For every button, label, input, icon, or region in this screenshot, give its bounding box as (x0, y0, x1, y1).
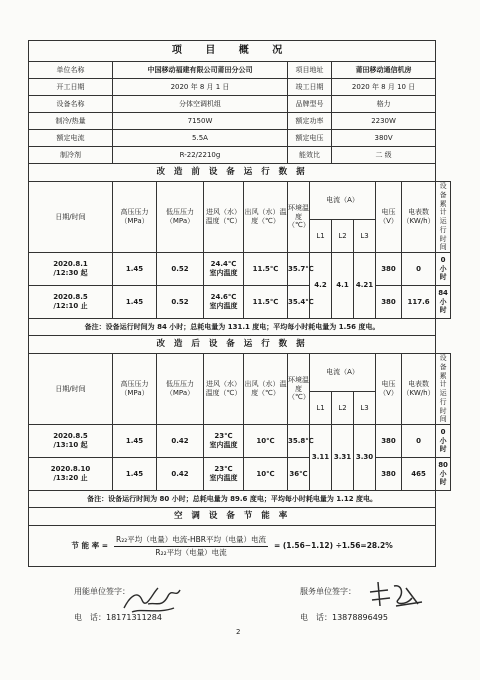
user-unit-phone: 电 话：18171311284 (74, 613, 162, 622)
formula-label: 节 能 率 = (71, 541, 109, 551)
voltage-cell: 380 (376, 286, 402, 319)
formula-denominator: R₂₂平均（电量）电流 (155, 547, 227, 557)
lp-cell: 0.52 (157, 286, 204, 319)
overview-row (29, 62, 451, 79)
date-cell (29, 458, 113, 491)
overview-value: 2020 年 8 月 10 日 (332, 79, 436, 96)
current-l1: 3.11 (310, 425, 332, 491)
handwritten-signature-service (366, 578, 426, 612)
overview-label: 能效比 (288, 147, 332, 164)
inlet-temp: 24.6℃ (210, 293, 237, 302)
overview-value: 380V (332, 130, 436, 147)
report-sheet (28, 40, 451, 567)
current-l3: 3.30 (354, 425, 376, 491)
overview-label: 制冷/热量 (29, 113, 113, 130)
overview-label: 额定功率 (288, 113, 332, 130)
inlet-cell (204, 253, 244, 286)
date-cell (29, 286, 113, 319)
header-ambient: 环境温度（℃） (288, 354, 310, 425)
header-l2: L2 (332, 392, 354, 425)
header-date: 日期/时间 (29, 354, 113, 425)
overview-title: 项 目 概 况 (29, 41, 436, 62)
current-l2: 3.31 (332, 425, 354, 491)
outlet-cell: 10℃ (244, 458, 288, 491)
runtime-cell: 84 小时 (436, 286, 451, 319)
user-unit-signature-label: 用能单位签字： (74, 587, 130, 596)
header-voltage: 电压（V） (376, 354, 402, 425)
header-l3: L3 (354, 220, 376, 253)
header-outlet: 出风（水）温度（℃） (244, 182, 288, 253)
time-line: /13:10 起 (53, 441, 88, 449)
formula-numerator: R₂₂平均（电量）电流-HBR平均（电量）电流 (114, 535, 268, 546)
inlet-temp: 23℃ (214, 432, 233, 441)
savings-formula (29, 526, 436, 567)
voltage-cell: 380 (376, 253, 402, 286)
overview-label: 项目地址 (288, 62, 332, 79)
outlet-cell: 11.5℃ (244, 253, 288, 286)
hp-cell: 1.45 (113, 458, 157, 491)
header-l3: L3 (354, 392, 376, 425)
ambient-cell: 35.7℃ (288, 253, 310, 286)
hp-cell: 1.45 (113, 286, 157, 319)
page-number: 2 (236, 628, 241, 636)
overview-value: 莆田移动通信机房 (332, 62, 436, 79)
current-l2: 4.1 (332, 253, 354, 319)
section-note: 备注：设备运行时间为 80 小时；总耗电量为 89.6 度电；平均每小时耗电量为 1.12 度电。 (29, 491, 436, 508)
data-row (29, 425, 451, 458)
ambient-cell: 35.8℃ (288, 425, 310, 458)
outlet-cell: 11.5℃ (244, 286, 288, 319)
date-cell (29, 253, 113, 286)
current-l3: 4.21 (354, 253, 376, 319)
overview-row (29, 96, 451, 113)
overview-value: R-22/2210g (113, 147, 288, 164)
inlet-note: 室内温度 (209, 269, 238, 277)
header-inlet: 进风（水）温度（℃） (204, 182, 244, 253)
inlet-temp: 23℃ (214, 465, 233, 474)
header-lp: 低压压力（MPa） (157, 354, 204, 425)
runtime-cell: 0 小时 (436, 425, 451, 458)
hp-cell: 1.45 (113, 253, 157, 286)
overview-row (29, 130, 451, 147)
date-line: 2020.8.5 (53, 432, 88, 441)
hp-cell: 1.45 (113, 425, 157, 458)
header-runtime: 设备累计运行时间 (436, 182, 451, 253)
meter-cell: 465 (402, 458, 436, 491)
inlet-note: 室内温度 (209, 302, 238, 310)
overview-label: 制冷剂 (29, 147, 113, 164)
runtime-cell: 0 小时 (436, 253, 451, 286)
meter-cell: 0 (402, 253, 436, 286)
inlet-note: 室内温度 (209, 441, 238, 449)
header-meter: 电表数（KW/h） (402, 182, 436, 253)
overview-row (29, 147, 451, 164)
header-inlet: 进风（水）温度（℃） (204, 354, 244, 425)
overview-label: 竣工日期 (288, 79, 332, 96)
date-line: 2020.8.5 (53, 293, 88, 302)
overview-label: 单位名称 (29, 62, 113, 79)
header-l2: L2 (332, 220, 354, 253)
overview-value: 分体空调机组 (113, 96, 288, 113)
overview-value: 格力 (332, 96, 436, 113)
meter-cell: 0 (402, 425, 436, 458)
time-line: /12:30 起 (53, 269, 88, 277)
header-ambient: 环境温度（℃） (288, 182, 310, 253)
overview-value: 7150W (113, 113, 288, 130)
table-body (29, 41, 451, 567)
data-row (29, 253, 451, 286)
service-unit-phone: 电 话：13878896495 (300, 613, 388, 622)
header-lp: 低压压力（MPa） (157, 182, 204, 253)
overview-label: 开工日期 (29, 79, 113, 96)
ambient-cell: 36℃ (288, 458, 310, 491)
handwritten-signature-user (118, 578, 188, 618)
savings-title: 空 调 设 备 节 能 率 (29, 508, 436, 526)
overview-value: 2230W (332, 113, 436, 130)
runtime-cell: 80 小时 (436, 458, 451, 491)
lp-cell: 0.42 (157, 425, 204, 458)
section-note: 备注：设备运行时间为 84 小时；总耗电量为 131.1 度电；平均每小时耗电量为 1.56 度电。 (29, 319, 436, 336)
formula-fraction (114, 535, 268, 557)
overview-value: 二 级 (332, 147, 436, 164)
overview-value: 2020 年 8 月 1 日 (113, 79, 288, 96)
overview-row (29, 113, 451, 130)
voltage-cell: 380 (376, 458, 402, 491)
header-l1: L1 (310, 220, 332, 253)
inlet-temp: 24.4℃ (210, 260, 237, 269)
date-line: 2020.8.10 (50, 465, 91, 474)
meter-cell: 117.6 (402, 286, 436, 319)
time-line: /12:10 止 (53, 302, 88, 310)
header-runtime: 设备累计运行时间 (436, 354, 451, 425)
overview-label: 额定电流 (29, 130, 113, 147)
data-row (29, 458, 451, 491)
header-meter: 电表数（KW/h） (402, 354, 436, 425)
service-unit-signature-label: 服务单位签字： (300, 587, 356, 596)
overview-row (29, 79, 451, 96)
ambient-cell: 35.4℃ (288, 286, 310, 319)
overview-value: 中国移动福建有限公司莆田分公司 (113, 62, 288, 79)
header-date: 日期/时间 (29, 182, 113, 253)
formula-result: = (1.56−1.12) ÷1.56=28.2% (273, 541, 393, 551)
overview-label: 额定电压 (288, 130, 332, 147)
overview-label: 设备名称 (29, 96, 113, 113)
date-cell (29, 425, 113, 458)
section-title: 改 造 前 设 备 运 行 数 据 (29, 164, 436, 182)
time-line: /13:20 止 (53, 474, 88, 482)
inlet-cell (204, 286, 244, 319)
report-table (28, 40, 451, 567)
voltage-cell: 380 (376, 425, 402, 458)
header-current: 电流（A） (310, 354, 376, 392)
inlet-cell (204, 425, 244, 458)
inlet-note: 室内温度 (209, 474, 238, 482)
header-voltage: 电压（V） (376, 182, 402, 253)
header-l1: L1 (310, 392, 332, 425)
data-row (29, 286, 451, 319)
outlet-cell: 10℃ (244, 425, 288, 458)
current-l1: 4.2 (310, 253, 332, 319)
overview-value: 5.5A (113, 130, 288, 147)
overview-label: 品牌型号 (288, 96, 332, 113)
header-outlet: 出风（水）温度（℃） (244, 354, 288, 425)
lp-cell: 0.52 (157, 253, 204, 286)
header-hp: 高压压力（MPa） (113, 182, 157, 253)
header-hp: 高压压力（MPa） (113, 354, 157, 425)
formula-line (29, 535, 435, 557)
date-line: 2020.8.1 (53, 260, 88, 269)
section-title: 改 造 后 设 备 运 行 数 据 (29, 336, 436, 354)
lp-cell: 0.42 (157, 458, 204, 491)
inlet-cell (204, 458, 244, 491)
header-current: 电流（A） (310, 182, 376, 220)
